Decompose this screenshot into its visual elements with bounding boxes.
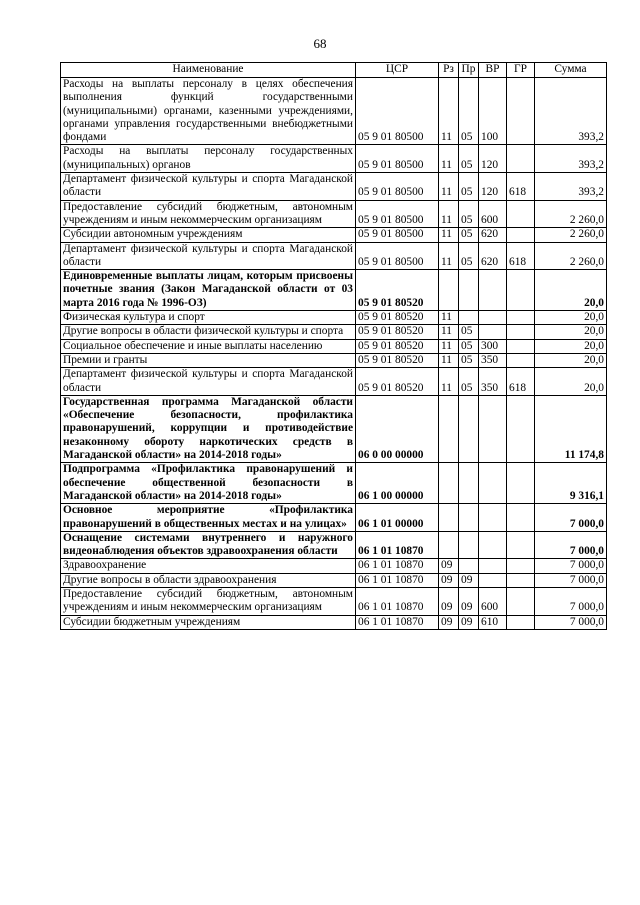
- cell-sum: 393,2: [535, 145, 607, 173]
- cell-sum: 2 260,0: [535, 228, 607, 242]
- table-header-row: [61, 63, 607, 78]
- table-row: [61, 311, 607, 325]
- cell-gr: [507, 228, 535, 242]
- cell-rz: 09: [439, 587, 459, 615]
- cell-pr: 09: [459, 615, 479, 629]
- cell-gr: 618: [507, 368, 535, 396]
- cell-sum: 20,0: [535, 339, 607, 353]
- cell-sum: 20,0: [535, 311, 607, 325]
- cell-pr: 09: [459, 587, 479, 615]
- table-row: [61, 228, 607, 242]
- cell-csr: 05 9 01 80500: [356, 242, 439, 270]
- cell-rz: [439, 504, 459, 532]
- cell-gr: 618: [507, 242, 535, 270]
- table-row: [61, 353, 607, 367]
- cell-rz: 09: [439, 573, 459, 587]
- cell-vr: [479, 463, 507, 504]
- cell-sum: 7 000,0: [535, 559, 607, 573]
- cell-name: Предоставление субсидий бюджетным, автономным учреждениям и иным некоммерческим организациям: [61, 587, 356, 615]
- cell-gr: [507, 615, 535, 629]
- cell-csr: 05 9 01 80520: [356, 311, 439, 325]
- cell-gr: [507, 587, 535, 615]
- header-sum: Сумма: [535, 63, 607, 78]
- cell-gr: [507, 78, 535, 145]
- table-row: [61, 173, 607, 201]
- cell-sum: 20,0: [535, 270, 607, 311]
- cell-rz: 09: [439, 615, 459, 629]
- cell-vr: 120: [479, 173, 507, 201]
- cell-pr: [459, 504, 479, 532]
- cell-vr: [479, 531, 507, 559]
- header-name: Наименование: [61, 63, 356, 78]
- cell-sum: 393,2: [535, 173, 607, 201]
- cell-name: Здравоохранение: [61, 559, 356, 573]
- table-row: [61, 339, 607, 353]
- cell-gr: [507, 353, 535, 367]
- cell-pr: [459, 463, 479, 504]
- cell-pr: [459, 559, 479, 573]
- cell-gr: [507, 504, 535, 532]
- cell-vr: 350: [479, 368, 507, 396]
- cell-vr: 600: [479, 587, 507, 615]
- page-number: 68: [313, 36, 327, 51]
- cell-csr: 06 1 01 10870: [356, 573, 439, 587]
- table-row: [61, 200, 607, 228]
- cell-rz: 11: [439, 228, 459, 242]
- table-row: [61, 463, 607, 504]
- cell-name: Субсидии автономным учреждениям: [61, 228, 356, 242]
- cell-csr: 05 9 01 80520: [356, 325, 439, 339]
- cell-csr: 06 1 01 00000: [356, 504, 439, 532]
- cell-csr: 05 9 01 80500: [356, 173, 439, 201]
- cell-sum: 7 000,0: [535, 573, 607, 587]
- cell-rz: 11: [439, 353, 459, 367]
- cell-pr: 05: [459, 368, 479, 396]
- cell-gr: [507, 339, 535, 353]
- cell-vr: [479, 311, 507, 325]
- cell-vr: 620: [479, 242, 507, 270]
- cell-name: Государственная программа Магаданской области «Обеспечение безопасности, профилактика правонарушений, коррупции и противодействие незаконному обороту наркотических средств в Магаданской области» на 2014-2018 годы»: [61, 395, 356, 462]
- header-csr: ЦСР: [356, 63, 439, 78]
- cell-gr: [507, 463, 535, 504]
- cell-gr: [507, 573, 535, 587]
- cell-csr: 06 1 01 10870: [356, 559, 439, 573]
- cell-csr: 05 9 01 80500: [356, 78, 439, 145]
- cell-rz: [439, 270, 459, 311]
- cell-sum: 20,0: [535, 325, 607, 339]
- cell-csr: 05 9 01 80520: [356, 339, 439, 353]
- cell-vr: 600: [479, 200, 507, 228]
- cell-vr: [479, 270, 507, 311]
- cell-sum: 9 316,1: [535, 463, 607, 504]
- cell-name: Предоставление субсидий бюджетным, автономным учреждениям и иным некоммерческим организациям: [61, 200, 356, 228]
- table-row: [61, 368, 607, 396]
- cell-sum: 7 000,0: [535, 504, 607, 532]
- cell-csr: 06 1 01 10870: [356, 531, 439, 559]
- table-row: [61, 504, 607, 532]
- cell-vr: [479, 504, 507, 532]
- cell-pr: 05: [459, 200, 479, 228]
- table-row: [61, 615, 607, 629]
- cell-name: Департамент физической культуры и спорта Магаданской области: [61, 242, 356, 270]
- cell-pr: [459, 311, 479, 325]
- cell-name: Расходы на выплаты персоналу в целях обеспечения выполнения функций государственными (муниципальными) органами, казенными учреждениями, органами управления государственными внебюджетными фондами: [61, 78, 356, 145]
- header-gr: ГР: [507, 63, 535, 78]
- cell-sum: 7 000,0: [535, 587, 607, 615]
- cell-pr: 05: [459, 228, 479, 242]
- cell-vr: 120: [479, 145, 507, 173]
- cell-rz: 11: [439, 368, 459, 396]
- cell-name: Социальное обеспечение и иные выплаты населению: [61, 339, 356, 353]
- cell-gr: [507, 531, 535, 559]
- budget-table: [60, 62, 607, 630]
- cell-csr: 06 1 01 10870: [356, 615, 439, 629]
- cell-pr: 05: [459, 78, 479, 145]
- table-row: [61, 587, 607, 615]
- cell-sum: 20,0: [535, 368, 607, 396]
- cell-sum: 393,2: [535, 78, 607, 145]
- cell-pr: 05: [459, 173, 479, 201]
- cell-gr: [507, 311, 535, 325]
- cell-vr: [479, 573, 507, 587]
- cell-gr: [507, 200, 535, 228]
- cell-sum: 2 260,0: [535, 242, 607, 270]
- cell-gr: [507, 559, 535, 573]
- cell-pr: 09: [459, 573, 479, 587]
- cell-rz: [439, 531, 459, 559]
- cell-csr: 06 1 00 00000: [356, 463, 439, 504]
- cell-pr: 05: [459, 339, 479, 353]
- cell-vr: 620: [479, 228, 507, 242]
- cell-vr: [479, 325, 507, 339]
- cell-name: Оснащение системами внутреннего и наружного видеонаблюдения объектов здравоохранения области: [61, 531, 356, 559]
- cell-gr: [507, 395, 535, 462]
- table-row: [61, 395, 607, 462]
- cell-sum: 7 000,0: [535, 615, 607, 629]
- cell-vr: 100: [479, 78, 507, 145]
- table-body: [61, 78, 607, 630]
- cell-pr: 05: [459, 353, 479, 367]
- cell-sum: 11 174,8: [535, 395, 607, 462]
- cell-vr: 300: [479, 339, 507, 353]
- cell-vr: [479, 395, 507, 462]
- cell-rz: 11: [439, 242, 459, 270]
- cell-csr: 05 9 01 80520: [356, 353, 439, 367]
- table-row: [61, 242, 607, 270]
- cell-pr: 05: [459, 325, 479, 339]
- cell-rz: 11: [439, 325, 459, 339]
- cell-name: Другие вопросы в области здравоохранения: [61, 573, 356, 587]
- cell-pr: 05: [459, 242, 479, 270]
- cell-pr: [459, 270, 479, 311]
- cell-rz: [439, 463, 459, 504]
- table-row: [61, 78, 607, 145]
- cell-gr: 618: [507, 173, 535, 201]
- cell-sum: 2 260,0: [535, 200, 607, 228]
- cell-rz: 09: [439, 559, 459, 573]
- cell-gr: [507, 270, 535, 311]
- header-pr: Пр: [459, 63, 479, 78]
- cell-vr: 610: [479, 615, 507, 629]
- cell-name: Департамент физической культуры и спорта Магаданской области: [61, 368, 356, 396]
- cell-vr: [479, 559, 507, 573]
- header-vr: ВР: [479, 63, 507, 78]
- table-row: [61, 325, 607, 339]
- table-row: [61, 573, 607, 587]
- cell-rz: 11: [439, 311, 459, 325]
- cell-name: Департамент физической культуры и спорта Магаданской области: [61, 173, 356, 201]
- table-row: [61, 145, 607, 173]
- cell-rz: [439, 395, 459, 462]
- header-rz: Рз: [439, 63, 459, 78]
- table-row: [61, 270, 607, 311]
- cell-name: Физическая культура и спорт: [61, 311, 356, 325]
- cell-name: Единовременные выплаты лицам, которым присвоены почетные звания (Закон Магаданской области от 03 марта 2016 года № 1996-ОЗ): [61, 270, 356, 311]
- cell-name: Подпрограмма «Профилактика правонарушений и обеспечение общественной безопасности в Магаданской области» на 2014-2018 годы»: [61, 463, 356, 504]
- cell-csr: 05 9 01 80520: [356, 270, 439, 311]
- cell-rz: 11: [439, 200, 459, 228]
- cell-rz: 11: [439, 145, 459, 173]
- cell-csr: 06 1 01 10870: [356, 587, 439, 615]
- cell-sum: 20,0: [535, 353, 607, 367]
- cell-gr: [507, 145, 535, 173]
- cell-name: Другие вопросы в области физической культуры и спорта: [61, 325, 356, 339]
- cell-rz: 11: [439, 339, 459, 353]
- cell-csr: 05 9 01 80500: [356, 200, 439, 228]
- cell-rz: 11: [439, 78, 459, 145]
- cell-sum: 7 000,0: [535, 531, 607, 559]
- cell-csr: 05 9 01 80500: [356, 228, 439, 242]
- cell-gr: [507, 325, 535, 339]
- table-row: [61, 559, 607, 573]
- cell-pr: [459, 531, 479, 559]
- cell-pr: [459, 395, 479, 462]
- cell-name: Расходы на выплаты персоналу государственных (муниципальных) органов: [61, 145, 356, 173]
- cell-csr: 05 9 01 80520: [356, 368, 439, 396]
- cell-csr: 05 9 01 80500: [356, 145, 439, 173]
- cell-vr: 350: [479, 353, 507, 367]
- cell-pr: 05: [459, 145, 479, 173]
- cell-csr: 06 0 00 00000: [356, 395, 439, 462]
- cell-name: Субсидии бюджетным учреждениям: [61, 615, 356, 629]
- cell-name: Премии и гранты: [61, 353, 356, 367]
- cell-rz: 11: [439, 173, 459, 201]
- cell-name: Основное мероприятие «Профилактика правонарушений в общественных местах и на улицах»: [61, 504, 356, 532]
- table-row: [61, 531, 607, 559]
